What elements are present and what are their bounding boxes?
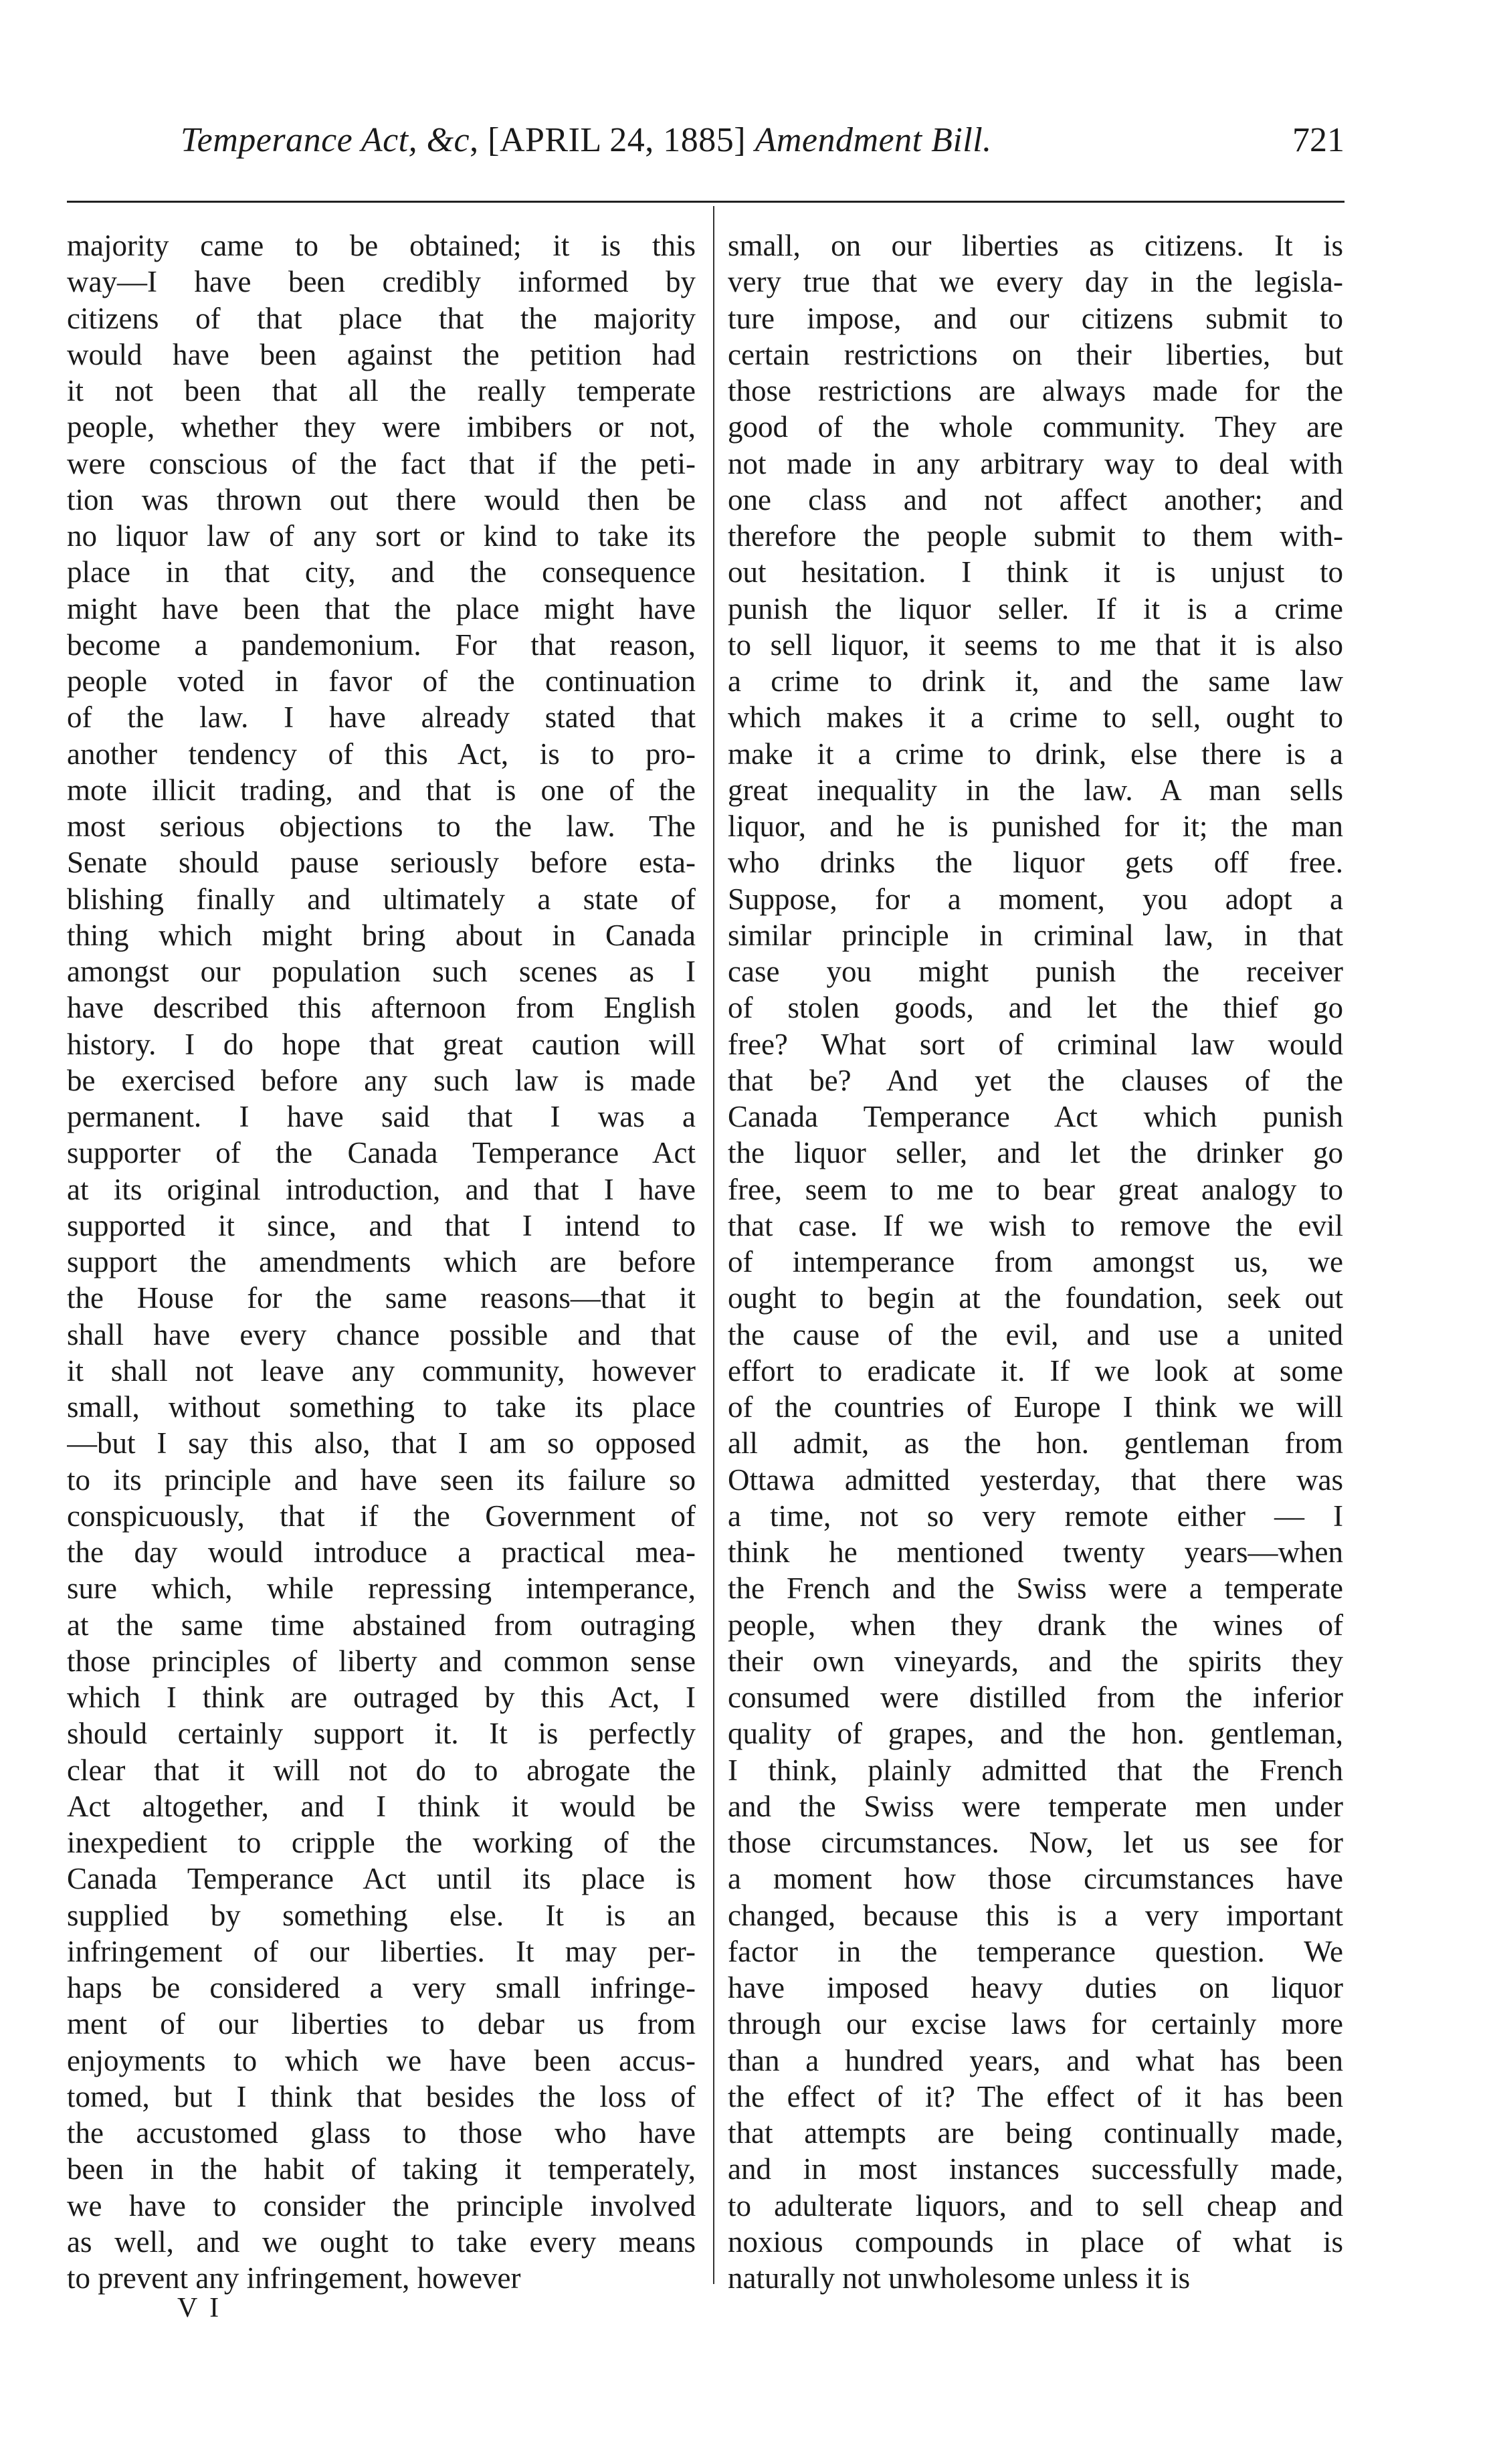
text-line: Canada Temperance Act which punish — [728, 1100, 1343, 1133]
text-line: who drinks the liquor gets off free. — [728, 846, 1343, 880]
text-line: ment of our liberties to debar us from — [67, 2007, 696, 2041]
text-line: think he mentioned twenty years—when — [728, 1535, 1343, 1569]
text-line: free? What sort of criminal law would — [728, 1027, 1343, 1061]
text-line: good of the whole community. They are — [728, 410, 1343, 444]
text-line: tomed, but I think that besides the loss of — [67, 2079, 696, 2113]
text-line: inexpedient to cripple the working of the — [67, 1826, 696, 1859]
text-line: people, whether they were imbibers or not, — [67, 410, 696, 444]
text-line: through our excise laws for certainly more — [728, 2007, 1343, 2041]
text-line: Ottawa admitted yesterday, that there was — [728, 1462, 1343, 1497]
text-line: a moment how those circumstances have — [728, 1862, 1343, 1896]
text-line: been in the habit of taking it temperately, — [67, 2152, 696, 2186]
text-line: people, when they drank the wines of — [728, 1608, 1343, 1642]
text-line: out hesitation. I think it is unjust to — [728, 555, 1343, 589]
text-line: as well, and we ought to take every means — [67, 2224, 696, 2259]
text-line: changed, because this is a very important — [728, 1898, 1343, 1932]
text-line: no liquor law of any sort or kind to take its — [67, 519, 696, 553]
text-line: of the countries of Europe I think we will — [728, 1390, 1343, 1424]
text-line: of stolen goods, and let the thief go — [728, 991, 1343, 1025]
text-line: way—I have been credibly informed by — [67, 265, 696, 299]
text-line: citizens of that place that the majority — [67, 301, 696, 335]
text-line: become a pandemonium. For that reason, — [67, 628, 696, 662]
text-line: the French and the Swiss were a temperate — [728, 1572, 1343, 1606]
text-line: it shall not leave any community, however — [67, 1353, 696, 1388]
text-line: it not been that all the really temperate — [67, 374, 696, 407]
text-line: case you might punish the receiver — [728, 955, 1343, 988]
text-line: place in that city, and the consequence — [67, 555, 696, 589]
text-line: similar principle in criminal law, in that — [728, 918, 1343, 952]
text-line: sure which, while repressing intemperance, — [67, 1572, 696, 1606]
text-line: noxious compounds in place of what is — [728, 2224, 1343, 2259]
running-head — [181, 114, 992, 167]
text-line: Canada Temperance Act until its place is — [67, 1862, 696, 1896]
text-line: Senate should pause seriously before esta- — [67, 846, 696, 880]
text-line: were conscious of the fact that if the peti- — [67, 446, 696, 480]
text-line: Suppose, for a moment, you adopt a — [728, 882, 1343, 916]
text-line: infringement of our liberties. It may per- — [67, 1934, 696, 1968]
text-line: mote illicit trading, and that is one of the — [67, 773, 696, 807]
text-line: amongst our population such scenes as I — [67, 955, 696, 988]
text-line: we have to consider the principle involved — [67, 2188, 696, 2222]
text-line: the liquor seller, and let the drinker go — [728, 1136, 1343, 1170]
text-line: should certainly support it. It is perfectly — [67, 1717, 696, 1751]
page-number: 721 — [1292, 121, 1345, 159]
text-line: those circumstances. Now, let us see for — [728, 1826, 1343, 1859]
text-line: the cause of the evil, and use a united — [728, 1317, 1343, 1351]
text-line: than a hundred years, and what has been — [728, 2043, 1343, 2077]
text-line: liquor, and he is punished for it; the man — [728, 810, 1343, 843]
text-line: at the same time abstained from outraging — [67, 1608, 696, 1642]
text-line: one class and not affect another; and — [728, 482, 1343, 516]
text-line: which makes it a crime to sell, ought to — [728, 700, 1343, 735]
text-line: very true that we every day in the legisla- — [728, 265, 1343, 299]
text-line: have imposed heavy duties on liquor — [728, 1971, 1343, 2004]
text-line: factor in the temperance question. We — [728, 1934, 1343, 1968]
text-line: small, on our liberties as citizens. It is — [728, 229, 1343, 262]
text-line: punish the liquor seller. If it is a crime — [728, 591, 1343, 626]
text-line: blishing finally and ultimately a state of — [67, 882, 696, 916]
text-line: therefore the people submit to them with- — [728, 519, 1343, 553]
text-line: supporter of the Canada Temperance Act — [67, 1136, 696, 1170]
text-line: support the amendments which are before — [67, 1245, 696, 1278]
text-line: ture impose, and our citizens submit to — [728, 301, 1343, 335]
text-line: those restrictions are always made for the — [728, 374, 1343, 407]
text-line: free, seem to me to bear great analogy to — [728, 1172, 1343, 1206]
text-line: a time, not so very remote either — I — [728, 1499, 1343, 1533]
text-line: to prevent any infringement, however — [67, 2261, 521, 2295]
text-line: majority came to be obtained; it is this — [67, 229, 696, 262]
text-line: quality of grapes, and the hon. gentleman, — [728, 1717, 1343, 1751]
text-line: those principles of liberty and common sense — [67, 1644, 696, 1678]
text-line: be exercised before any such law is made — [67, 1063, 696, 1097]
text-line: —but I say this also, that I am so opposed — [67, 1426, 696, 1460]
text-line: to sell liquor, it seems to me that it is also — [728, 628, 1343, 662]
text-line: all admit, as the hon. gentleman from — [728, 1426, 1343, 1460]
text-line: a crime to drink it, and the same law — [728, 664, 1343, 698]
text-line: Act altogether, and I think it would be — [67, 1789, 696, 1823]
text-line: make it a crime to drink, else there is a — [728, 737, 1343, 771]
text-line: thing which might bring about in Canada — [67, 918, 696, 952]
header-rule — [67, 201, 1345, 203]
text-line: not made in any arbitrary way to deal with — [728, 446, 1343, 480]
text-line: that be? And yet the clauses of the — [728, 1063, 1343, 1097]
text-line: to adulterate liquors, and to sell cheap and — [728, 2188, 1343, 2222]
text-line: small, without something to take its place — [67, 1390, 696, 1424]
running-header — [181, 114, 1345, 167]
text-line: naturally not unwholesome unless it is — [728, 2261, 1191, 2295]
text-line: the accustomed glass to those who have — [67, 2116, 696, 2150]
column-divider — [713, 206, 714, 2284]
text-line: have described this afternoon from English — [67, 991, 696, 1025]
text-line: another tendency of this Act, is to pro- — [67, 737, 696, 771]
text-line: would have been against the petition had — [67, 337, 696, 371]
text-line: which I think are outraged by this Act, I — [67, 1681, 696, 1714]
text-line: people voted in favor of the continuation — [67, 664, 696, 698]
text-line: permanent. I have said that I was a — [67, 1100, 696, 1133]
text-line: to its principle and have seen its failure so — [67, 1462, 696, 1497]
text-line: might have been that the place might have — [67, 591, 696, 626]
text-line: consumed were distilled from the inferior — [728, 1681, 1343, 1714]
text-line: that case. If we wish to remove the evil — [728, 1208, 1343, 1242]
text-line: of the law. I have already stated that — [67, 700, 696, 735]
text-line: their own vineyards, and the spirits they — [728, 1644, 1343, 1678]
text-line: supplied by something else. It is an — [67, 1898, 696, 1932]
text-line: history. I do hope that great caution will — [67, 1027, 696, 1061]
left-column — [67, 227, 696, 2296]
header-title-right: Amendment Bill. — [755, 121, 992, 159]
text-line: great inequality in the law. A man sells — [728, 773, 1343, 807]
text-line: of intemperance from amongst us, we — [728, 1245, 1343, 1278]
text-line: the effect of it? The effect of it has been — [728, 2079, 1343, 2113]
header-title-left: Temperance Act, &c — [181, 121, 470, 159]
text-line: and in most instances successfully made, — [728, 2152, 1343, 2186]
signature-mark: V I — [177, 2293, 222, 2324]
text-line: the day would introduce a practical mea- — [67, 1535, 696, 1569]
right-column — [728, 227, 1343, 2296]
text-line: the House for the same reasons—that it — [67, 1281, 696, 1315]
text-line: enjoyments to which we have been accus- — [67, 2043, 696, 2077]
text-line: conspicuously, that if the Government of — [67, 1499, 696, 1533]
text-line: tion was thrown out there would then be — [67, 482, 696, 516]
text-line: ought to begin at the foundation, seek out — [728, 1281, 1343, 1315]
text-line: effort to eradicate it. If we look at some — [728, 1353, 1343, 1388]
text-line: clear that it will not do to abrogate the — [67, 1753, 696, 1787]
text-line: supported it since, and that I intend to — [67, 1208, 696, 1242]
text-line: shall have every chance possible and that — [67, 1317, 696, 1351]
text-line: that attempts are being continually made, — [728, 2116, 1343, 2150]
header-date: , [APRIL 24, 1885] — [470, 121, 755, 159]
text-line: haps be considered a very small infringe- — [67, 1971, 696, 2004]
text-line: at its original introduction, and that I have — [67, 1172, 696, 1206]
text-line: and the Swiss were temperate men under — [728, 1789, 1343, 1823]
text-line: certain restrictions on their liberties, but — [728, 337, 1343, 371]
text-line: I think, plainly admitted that the French — [728, 1753, 1343, 1787]
text-line: most serious objections to the law. The — [67, 810, 696, 843]
